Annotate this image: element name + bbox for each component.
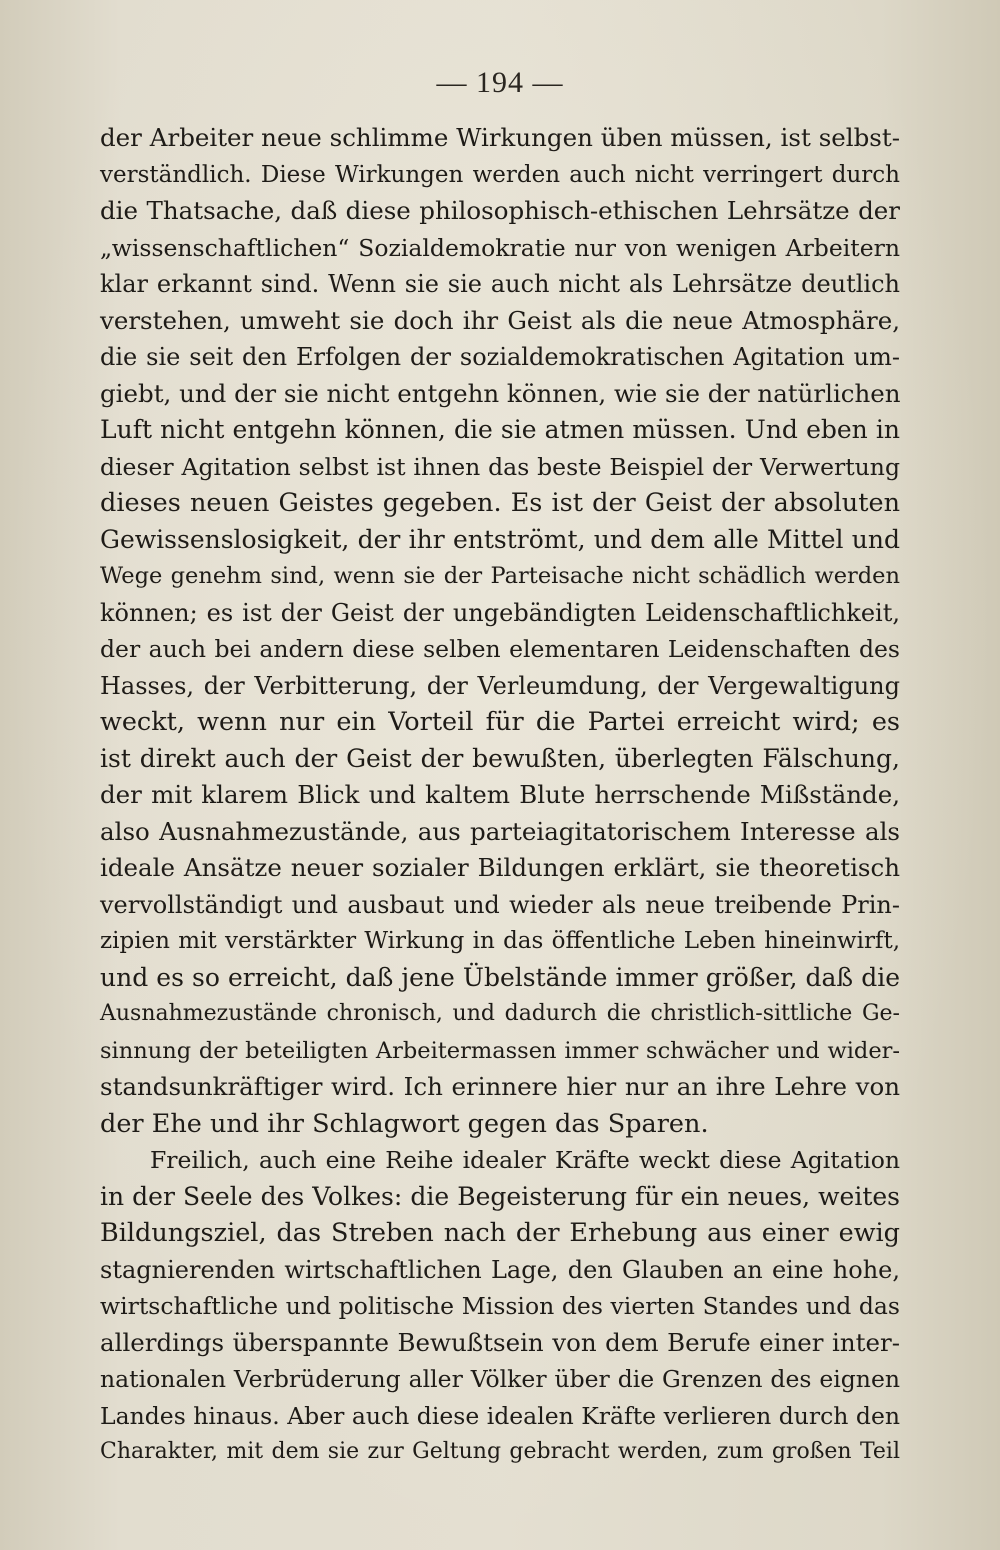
text-line: die Thatsache, daß diese philosophisch-ethischen Lehrsätze der [100,196,900,225]
text-line: der auch bei andern diese selben elementaren Leidenschaften des [100,635,900,663]
text-line: ist direkt auch der Geist der bewußten, überlegten Fälschung, [100,743,900,773]
text-line: weckt, wenn nur ein Vorteil für die Partei erreicht wird; es [100,707,900,737]
text-line: giebt, und der sie nicht entgehn können, wie sie der natürlichen [100,378,901,408]
text-line: allerdings überspannte Bewußtsein von dem Berufe einer inter- [100,1327,900,1357]
text-line: der Ehe und ihr Schlagwort gegen das Sparen. [100,1108,709,1139]
text-line: Wege genehm sind, wenn sie der Parteisache nicht schädlich werden [100,563,900,589]
text-line: der mit klarem Blick und kaltem Blute herrschende Mißstände, [100,780,900,809]
text-line: dieses neuen Geistes gegeben. Es ist der Geist der absoluten [100,488,900,518]
text-line: nationalen Verbrüderung aller Völker über die Grenzen des eignen [100,1365,900,1393]
text-line: klar erkannt sind. Wenn sie sie auch nicht als Lehrsätze deutlich [100,270,900,298]
text-line: Gewissenslosigkeit, der ihr entströmt, und dem alle Mittel und [100,524,900,554]
text-line: also Ausnahmezustände, aus parteiagitatorischem Interesse als [100,816,900,846]
text-line: verständlich. Diese Wirkungen werden auch nicht verringert durch [100,161,900,188]
text-line: Hasses, der Verbitterung, der Verleumdung, der Vergewaltigung [100,671,900,700]
text-line: sinnung der beteiligten Arbeitermassen immer schwächer und wider- [100,1037,900,1064]
paragraph [100,120,900,1142]
text-line: und es so erreicht, daß jene Übelstände immer größer, daß die [100,962,900,992]
text-line: Freilich, auch eine Reihe idealer Kräfte weckt diese Agitation [150,1146,900,1174]
text-line: ideale Ansätze neuer sozialer Bildungen erklärt, sie theoretisch [100,853,900,882]
text-line: Bildungsziel, das Streben nach der Erhebung aus einer ewig [100,1218,900,1248]
text-line: standsunkräftiger wird. Ich erinnere hier nur an ihre Lehre von [100,1072,900,1101]
paragraph [100,1142,900,1471]
text-line: Charakter, mit dem sie zur Geltung gebracht werden, zum großen Teil [100,1439,900,1464]
text-line: dieser Agitation selbst ist ihnen das beste Beispiel der Verwertung [100,452,900,481]
text-line: können; es ist der Geist der ungebändigten Leidenschaftlichkeit, [100,598,900,627]
text-line: Ausnahmezustände chronisch, und dadurch die christlich-sittliche Ge- [100,1001,900,1026]
text-line: Luft nicht entgehn können, die sie atmen müssen. Und eben in [100,415,900,444]
text-line: in der Seele des Volkes: die Begeisterung für ein neues, weites [100,1181,900,1211]
text-line: Landes hinaus. Aber auch diese idealen Kräfte verlieren durch den [100,1401,900,1430]
text-line: zipien mit verstärkter Wirkung in das öffentliche Leben hineinwirft, [100,928,900,954]
body-text [100,120,900,1471]
text-line: der Arbeiter neue schlimme Wirkungen üben müssen, ist selbst- [100,123,900,152]
text-line: stagnierenden wirtschaftlichen Lage, den Glauben an eine hohe, [100,1255,900,1284]
text-line: verstehen, umweht sie doch ihr Geist als die neue Atmosphäre, [100,305,900,335]
text-line: die sie seit den Erfolgen der sozialdemokratischen Agitation um- [100,343,900,371]
text-line: wirtschaftliche und politische Mission des vierten Standes und das [100,1292,900,1320]
text-line: vervollständigt und ausbaut und wieder als neue treibende Prin- [100,890,900,919]
text-line: „wissenschaftlichen“ Sozialdemokratie nur von wenigen Arbeitern [100,233,900,262]
page-number: — 194 — [436,66,564,99]
